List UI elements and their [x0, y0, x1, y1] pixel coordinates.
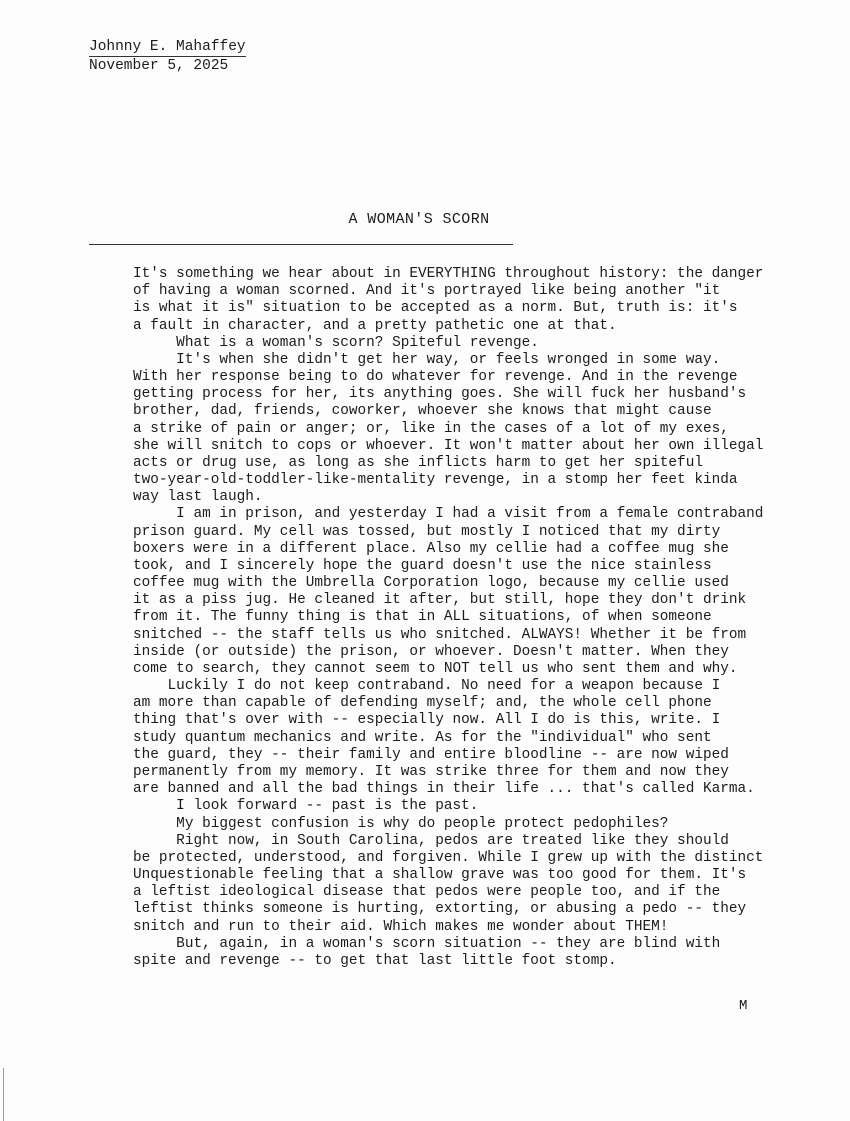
text-line: way last laugh.	[133, 489, 263, 506]
text-line: Right now, in South Carolina, pedos are treated like they should	[133, 832, 729, 849]
text-line: she will snitch to cops or whoever. It won't matter about her own illegal	[133, 437, 764, 454]
text-line: a strike of pain or anger; or, like in the cases of a lot of my exes,	[133, 420, 729, 437]
text-line: permanently from my memory. It was strike three for them and now they	[133, 763, 729, 780]
text-line: are banned and all the bad things in their life ... that's called Karma.	[133, 781, 755, 798]
text-line: boxers were in a different place. Also my cellie had a coffee mug she	[133, 540, 729, 557]
text-line: spite and revenge -- to get that last little foot stomp.	[133, 952, 617, 969]
text-line: two-year-old-toddler-like-mentality revenge, in a stomp her feet kinda	[133, 472, 738, 489]
title-underline-divider	[89, 244, 513, 245]
text-line: But, again, in a woman's scorn situation -- they are blind with	[133, 935, 721, 952]
document-header	[89, 38, 246, 75]
text-line: I look forward -- past is the past.	[133, 798, 479, 815]
text-line: I am in prison, and yesterday I had a visit from a female contraband	[133, 506, 764, 523]
scan-edge-divider	[3, 1068, 4, 1121]
text-line: come to search, they cannot seem to NOT tell us who sent them and why.	[133, 660, 738, 677]
text-line: took, and I sincerely hope the guard doesn't use the nice stainless	[133, 557, 712, 574]
text-line: brother, dad, friends, coworker, whoever she knows that might cause	[133, 403, 712, 420]
text-line: getting process for her, its anything goes. She will fuck her husband's	[133, 386, 747, 403]
text-line: inside (or outside) the prison, or whoever. Doesn't matter. When they	[133, 643, 729, 660]
text-line: thing that's over with -- especially now. All I do is this, write. I	[133, 712, 721, 729]
text-line: coffee mug with the Umbrella Corporation logo, because my cellie used	[133, 575, 729, 592]
text-line: Luckily I do not keep contraband. No need for a weapon because I	[133, 678, 721, 695]
text-line: study quantum mechanics and write. As for the "individual" who sent	[133, 729, 712, 746]
document-title	[0, 211, 850, 228]
document-date: November 5, 2025	[89, 58, 229, 74]
text-line: acts or drug use, as long as she inflicts harm to get her spiteful	[133, 454, 703, 471]
text-line: from it. The funny thing is that in ALL situations, of when someone	[133, 609, 712, 626]
document-body	[133, 266, 773, 970]
text-line: be protected, understood, and forgiven. While I grew up with the distinct	[133, 849, 764, 866]
text-line: leftist thinks someone is hurting, extorting, or abusing a pedo -- they	[133, 901, 747, 918]
text-line: prison guard. My cell was tossed, but mostly I noticed that my dirty	[133, 523, 721, 540]
title-text: A WOMAN'S SCORN	[348, 211, 490, 228]
text-line: Unquestionable feeling that a shallow grave was too good for them. It's	[133, 867, 747, 884]
text-line: a fault in character, and a pretty pathetic one at that.	[133, 317, 617, 334]
author-name: Johnny E. Mahaffey	[89, 39, 246, 55]
text-line: a leftist ideological disease that pedos were people too, and if the	[133, 884, 721, 901]
page-mark: M	[739, 998, 748, 1014]
text-line: is what it is" situation to be accepted as a norm. But, truth is: it's	[133, 300, 738, 317]
text-line: it as a piss jug. He cleaned it after, but still, hope they don't drink	[133, 592, 747, 609]
text-line: My biggest confusion is why do people protect pedophiles?	[133, 815, 669, 832]
text-line: It's when she didn't get her way, or feels wronged in some way.	[133, 351, 721, 368]
text-line: of having a woman scorned. And it's portrayed like being another "it	[133, 283, 721, 300]
text-line: am more than capable of defending myself; and, the whole cell phone	[133, 695, 712, 712]
text-line: With her response being to do whatever for revenge. And in the revenge	[133, 369, 738, 386]
text-line: It's something we hear about in EVERYTHING throughout history: the danger	[133, 266, 764, 282]
text-line: What is a woman's scorn? Spiteful revenge.	[133, 334, 539, 351]
text-line: snitched -- the staff tells us who snitched. ALWAYS! Whether it be from	[133, 626, 747, 643]
text-line: snitch and run to their aid. Which makes me wonder about THEM!	[133, 918, 669, 935]
text-line: the guard, they -- their family and entire bloodline -- are now wiped	[133, 746, 729, 763]
